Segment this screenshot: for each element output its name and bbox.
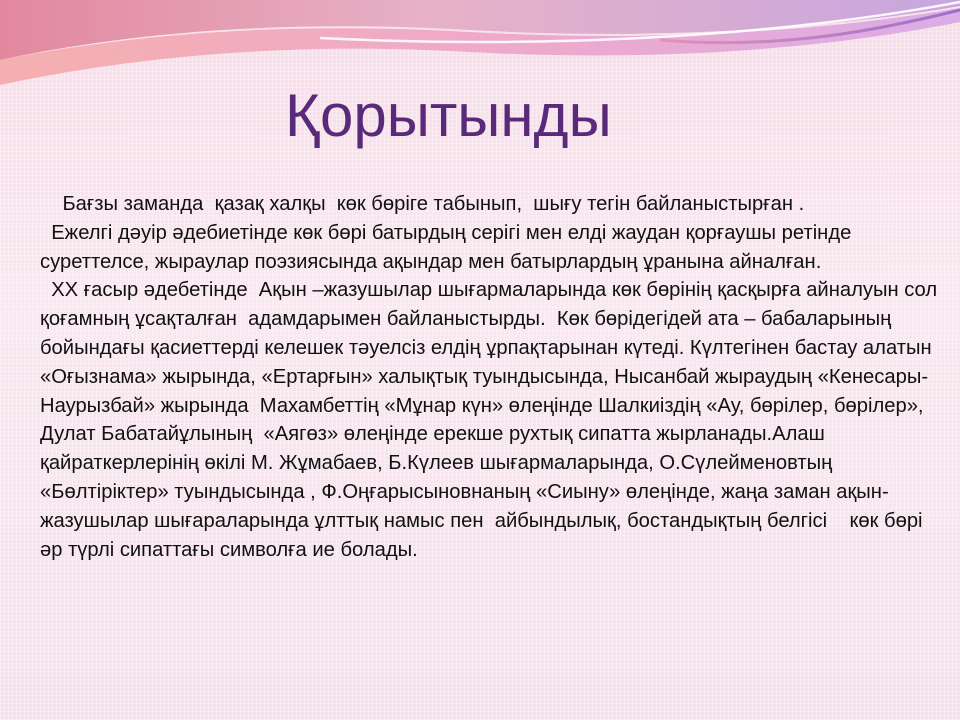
body-paragraph-3: XX ғасыр әдебетінде Ақын –жазушылар шығармаларында көк бөрінің қасқырға айналуын сол қоғамның ұсақталған адамдарымен байланыстырды. Көк бөрідегідей ата – бабаларының бойындағы қасиеттерді келешек тәуелсіз елдің ұрпақтарынан күтеді. Күлтегінен бастау алатын «Оғызнама» жырында, «Ертарғын» халықтық туындысында, Нысанбай жыраудың «Кенесары-Наурызбай» жырында Махамбеттің «Мұнар күн» өлеңінде Шалкиіздің «Ау, бөрілер, бөрілер», Дулат Бабатайұлының «Аягөз» өлеңінде ерекше рухтық сипатта жырланады.Алаш қайраткерлерінің өкілі М. Жұмабаев, Б.Күлеев шығармаларында, О.Сүлейменовтың «Бөлтіріктер» туындысында , Ф.Оңғарысыновнаның «Сиыну» өлеңінде, жаңа заман ақын-жазушылар шығараларында ұлттық намыс пен айбындылық, бостандықтың белгісі көк бөрі әр түрлі сипаттағы символға ие болады. [40,279,943,561]
slide-title: Қорытынды [285,82,612,149]
body-paragraph-2: Ежелгі дәуір әдебиетінде көк бөрі батырдың серігі мен елді жаудан қорғаушы ретінде суреттелсе, жыраулар поэзиясында ақындар мен батырлардың ұранына айналған. [40,221,857,273]
slide-body [40,190,943,564]
body-paragraph-1: Бағзы заманда қазақ халқы көк бөріге табынып, шығу тегін байланыстырған . [40,193,805,215]
